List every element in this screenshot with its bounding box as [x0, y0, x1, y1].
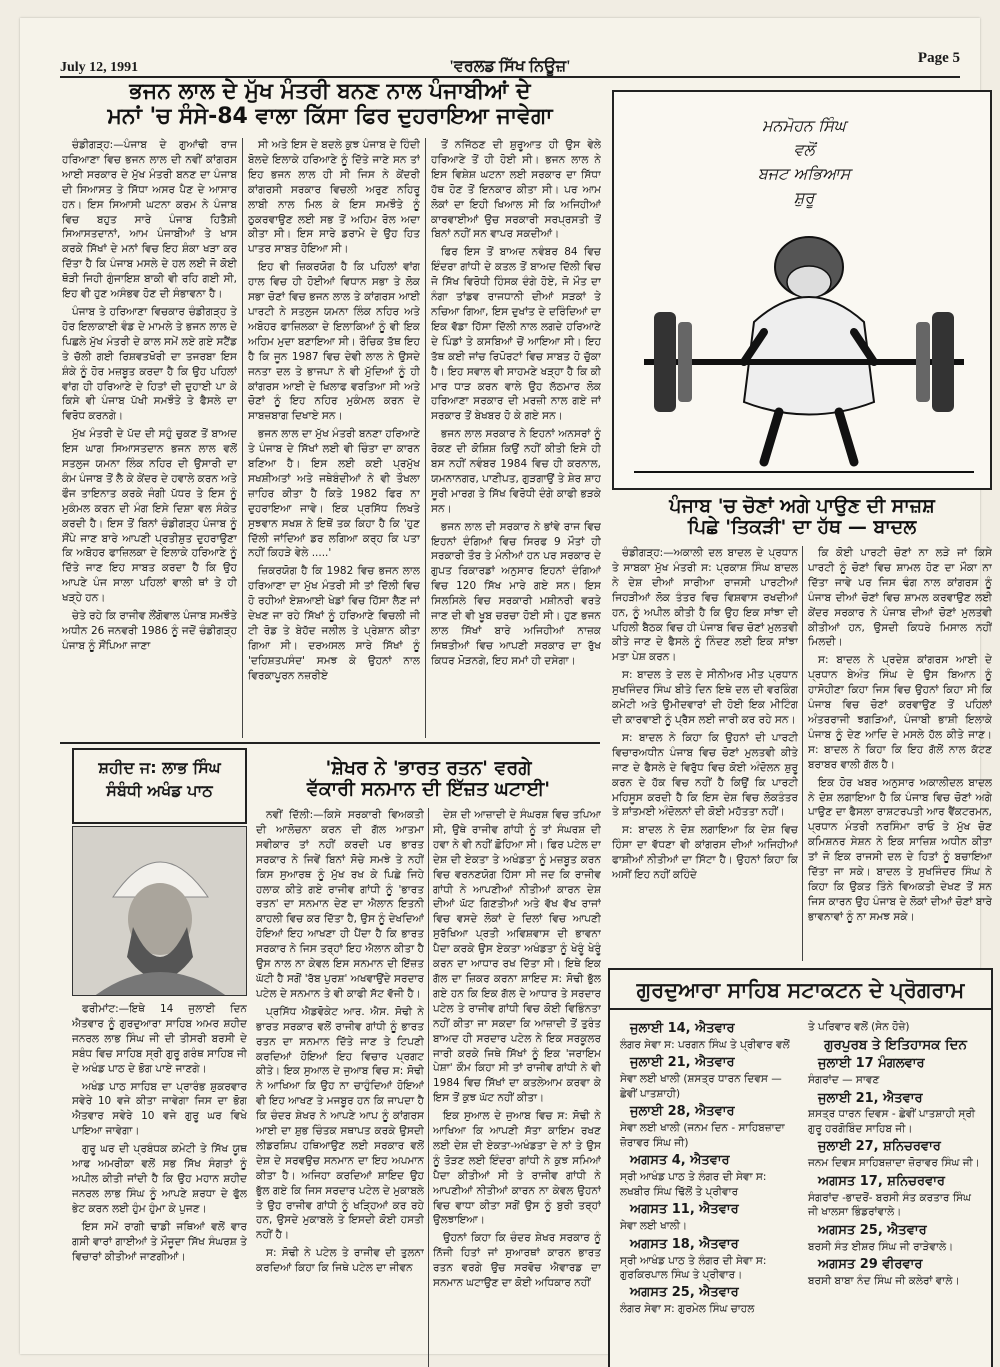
- shekhar-headline: [256, 758, 601, 801]
- program-detail: ਸੰਗਰਾਂਦ -ਭਾਦਰੋਂ- ਬਰਸੀ ਸੰਤ ਕਰਤਾਰ ਸਿੰਘ ਜੀ ਖਾਲਸਾ ਭਿੰਡਰਾਂਵਾਲੇ।: [808, 1191, 971, 1219]
- gurdwara-program-box: [608, 968, 993, 1367]
- program-detail: ਸੰਗਰਾਂਦ — ਸਾਵਣ: [808, 1074, 880, 1087]
- program-detail: ਬਰਸੀ ਬਾਬਾ ਨੰਦ ਸਿੰਘ ਜੀ ਕਲੇਰਾਂ ਵਾਲੇ।: [808, 1275, 960, 1288]
- program-detail: ਸ੍ਰੀ ਆਖੰਡ ਪਾਠ ਤੇ ਲੰਗਰ ਦੀ ਸੇਵਾ ਸ: ਗੁਰਕਿਰਪਾਲ ਸਿੰਘ ਤੇ ਪ੍ਰੀਵਾਰ।: [620, 1254, 767, 1281]
- portrait-image: [73, 827, 247, 996]
- memorial-title-line1: ਸ਼ਹੀਦ ਜ: ਲਾਭ ਸਿੰਘ: [98, 758, 221, 777]
- program-detail: ਲੰਗਰ ਸੇਵਾ ਸ: ਪਰਗਨ ਸਿੰਘ ਤੇ ਪ੍ਰੀਵਾਰ ਵਲੋਂ: [620, 1038, 790, 1051]
- issue-date: July 12, 1991: [60, 60, 139, 75]
- badal-col1-para: ਸ: ਬਾਦਲ ਨੇ ਕਿਹਾ ਕਿ ਉਹਨਾਂ ਦੀ ਪਾਰਟੀ ਵਿਚਾਰਅਧੀਨ ਪੰਜਾਬ ਵਿਚ ਚੋਣਾਂ ਮੁਲਤਵੀ ਕੀਤੇ ਜਾਣ ਦੇ ਫੈਸਲੇ ਦੇ ਵਿਰੁੱਧ ਵਿਚ ਕੋਈ ਅੰਦੋਲਨ ਸ਼ੁਰੂ ਕਰਨ ਦੇ ਹੱਕ ਵਿਚ ਨਹੀਂ ਹੈ ਕਿਉਂ ਕਿ ਪਾਰਟੀ ਮਹਿਸੂਸ ਕਰਦੀ ਹੈ ਕਿ ਇਸ ਦੇਸ਼ ਵਿਚ ਲੋਕਤੰਤਰ ਤੇ ਸ਼ਾਂਤਮਈ ਅੰਦੋਲਨਾਂ ਦੀ ਕੋਈ ਮਹੱਤਤਾ ਨਹੀਂ।: [612, 731, 798, 819]
- badal-col2-para: ਇਕ ਹੋਰ ਖਬਰ ਅਨੁਸਾਰ ਅਕਾਲੀਦਲ ਬਾਦਲ ਨੇ ਦੋਸ਼ ਲਗਾਇਆ ਹੈ ਕਿ ਪੰਜਾਬ ਵਿਚ ਚੋਣਾਂ ਅਗੇ ਪਾਉਣ ਦਾ ਫੈਸਲਾ ਰਾਸ਼ਟਰਪਤੀ ਆਰ ਵੈਂਕਟਰਮਨ, ਪ੍ਰਧਾਨ ਮੰਤਰੀ ਨਰਸਿੰਮਾ ਰਾਓ ਤੇ ਮੁੱਖ ਚੋਣ ਕਮਿਸ਼ਨਰ ਸੇਸ਼ਨ ਨੇ ਇਕ ਸਾਜ਼ਿਸ਼ ਅਧੀਨ ਕੀਤਾ ਤਾਂ ਜੋ ਇਕ ਰਾਜਸੀ ਦਲ ਦੇ ਹਿਤਾਂ ਨੂੰ ਬਚਾਇਆ ਦਿੱਤਾ ਜਾ ਸਕੇ। ਬਾਦਲ ਤੇ ਸੁਖਜਿੰਦਰ ਸਿੰਘ ਨੇ ਕਿਹਾ ਕਿ ਉਕਤ ਤਿੰਨੇ ਵਿਅਕਤੀ ਦੇਖਣ ਤੋਂ ਸਨ ਜਿਸ ਕਾਰਨ ਉਹ ਪੰਜਾਬ ਦੇ ਲੋਕਾਂ ਦੀਆਂ ਚੋਣਾਂ ਬਾਰੇ ਭਾਵਨਾਵਾਂ ਨੂੰ ਨਾ ਸਮਝ ਸਕੇ।: [808, 776, 992, 923]
- column-divider: [242, 138, 243, 738]
- cartoon-caption-line1: ਮਨਮੋਹਨ ਸਿੰਘ: [762, 116, 846, 135]
- main-story-col2: [248, 138, 420, 738]
- program-date: ਜੁਲਾਈ 21, ਐਤਵਾਰ: [630, 1055, 735, 1071]
- main-col2-para: ਜ਼ਿਕਰਯੋਗ ਹੈ ਕਿ 1982 ਵਿਚ ਭਜਨ ਲਾਲ ਹਰਿਆਣਾ ਦਾ ਮੁੱਖ ਮੰਤਰੀ ਸੀ ਤਾਂ ਦਿੱਲੀ ਵਿਚ ਹੋ ਰਹੀਆਂ ਏਸ਼ਆਈ ਖੇਡਾਂ ਵਿਚ ਹਿੱਸਾ ਲੈਣ ਜਾਂ ਦੇਖਣ ਜਾ ਰਹੇ ਸਿੱਖਾਂ ਨੂੰ ਹਰਿਆਣੇ ਵਿਚਲੀ ਜੀ ਟੀ ਰੋਡ ਤੇ ਬੇਹੱਦ ਜਲੀਲ ਤੇ ਪ੍ਰੇਸ਼ਾਨ ਕੀਤਾ ਗਿਆ ਸੀ। ਦਰਅਸਲ ਸਾਰੇ ਸਿੱਖਾਂ ਨੂੰ 'ਦਹਿਸ਼ਤਪਸੰਦ' ਸਮਝ ਕੇ ਉਹਨਾਂ ਨਾਲ ਵਿਰਕਾਪੂਰਨ ਨਜ਼ਰੀਏ: [248, 565, 420, 682]
- badal-col2-para: ਸ: ਬਾਦਲ ਨੇ ਪ੍ਰਦੇਸ਼ ਕਾਂਗਰਸ ਆਈ ਦੇ ਪ੍ਰਧਾਨ ਬੇਅੰਤ ਸਿੰਘ ਦੇ ਉਸ ਬਿਆਨ ਨੂੰ ਹਾਸੋਹੀਣਾ ਕਿਹਾ ਜਿਸ ਵਿਚ ਉਹਨਾਂ ਕਿਹਾ ਸੀ ਕਿ ਪੰਜਾਬ ਵਿਚ ਚੋਣਾਂ ਕਰਵਾਉਣ ਤੋਂ ਪਹਿਲਾਂ ਅੰਤਰਰਾਜੀ ਝਗੜਿਆਂ, ਪੰਜਾਬੀ ਭਾਸ਼ੀ ਇਲਾਕੇ ਪੰਜਾਬ ਨੂੰ ਦੇਣ ਆਦਿ ਦੇ ਮਸਲੇ ਹੱਲ ਕੀਤੇ ਜਾਣ। ਸ: ਬਾਦਲ ਨੇ ਕਿਹਾ ਕਿ ਇਹ ਗੱਲੋਂ ਨਾਲ ਕੱਟਣ ਬਰਾਬਰ ਵਾਲੀ ਗੱਲ ਹੈ।: [808, 654, 992, 771]
- badal-story-col2: [808, 546, 992, 961]
- main-col3-para: ਤੋਂ ਨਜਿੱਠਣ ਦੀ ਸ਼ੁਰੂਆਤ ਹੀ ਉਸ ਵੇਲੇ ਹਰਿਆਣੇ ਤੋਂ ਹੀ ਹੋਈ ਸੀ। ਭਜਨ ਲਾਲ ਨੇ ਇਸ ਵਿਸ਼ੇਸ਼ ਘਟਨਾ ਲਈ ਸਰਕਾਰ ਦਾ ਸਿੱਧਾ ਹੱਥ ਹੋਣ ਤੋਂ ਇਨਕਾਰ ਕੀਤਾ ਸੀ। ਪਰ ਆਮ ਲੋਕਾਂ ਦਾ ਇਹੀ ਖਿਆਲ ਸੀ ਕਿ ਅਜਿਹੀਆਂ ਕਾਰਵਾਈਆਂ ਉਚ ਸਰਕਾਰੀ ਸਰਪ੍ਰਸਤੀ ਤੋਂ ਬਿਨਾਂ ਨਹੀਂ ਸਨ ਵਾਪਰ ਸਕਦੀਆਂ।: [431, 139, 601, 241]
- memorial-title-box: [72, 748, 247, 824]
- main-col3-para: ਫਿਰ ਇਸ ਤੋਂ ਬਾਅਦ ਨਵੰਬਰ 84 ਵਿਚ ਇੰਦਰਾ ਗਾਂਧੀ ਦੇ ਕਤਲ ਤੋਂ ਬਾਅਦ ਦਿੱਲੀ ਵਿਚ ਜੋ ਸਿੱਖ ਵਿਰੋਧੀ ਹਿੰਸਕ ਦੰਗੇ ਹੋਏ, ਜੋ ਮੌਤ ਦਾ ਨੰਗਾ ਤਾਂਡਵ ਰਾਜਧਾਨੀ ਦੀਆਂ ਸੜਕਾਂ ਤੇ ਨਚਿਆ ਗਿਆ, ਇਸ ਦੁਖਾਂਤ ਦੇ ਦਰਿੰਦਿਆਂ ਦਾ ਇਕ ਵੱਡਾ ਹਿੱਸਾ ਦਿੱਲੀ ਨਾਲ ਲਗਦੇ ਹਰਿਆਣੇ ਦੇ ਪਿੰਡਾਂ ਤੇ ਕਸਬਿਆਂ ਚੋਂ ਆਇਆ ਸੀ। ਇਹ ਤੱਥ ਕਈ ਜਾਂਚ ਰਿਪੋਰਟਾਂ ਵਿਚ ਸਾਬਤ ਹੋ ਚੁੱਕਾ ਹੈ। ਇਹ ਸਵਾਲ ਵੀ ਸਾਹਮਣੇ ਖੜ੍ਹਾ ਹੈ ਕਿ ਕੀ ਮਾਰ ਧਾੜ ਕਰਨ ਵਾਲੇ ਉਹ ਲੱਠਮਾਰ ਲੋਕ ਹਰਿਆਣਾ ਸਰਕਾਰ ਦੀ ਮਰਜ਼ੀ ਨਾਲ ਗਏ ਜਾਂ ਸਰਕਾਰ ਤੋਂ ਬੇਖਬਰ ਹੋ ਕੇ ਗਏ ਸਨ।: [431, 246, 601, 423]
- program-date: ਜੁਲਾਈ 14, ਐਤਵਾਰ: [630, 1021, 735, 1036]
- main-headline-line2: ਮਨਾਂ 'ਚ ਸੰਸੇ-84 ਵਾਲਾ ਕਿੱਸਾ ਫਿਰ ਦੁਹਰਾਇਆ ਜਾਵੇਗਾ: [107, 103, 553, 129]
- program-date: ਅਗਸਤ 11, ਐਤਵਾਰ: [630, 1202, 739, 1218]
- paper-name: 'ਵਰਲਡ ਸਿੱਖ ਨਿਊਜ਼': [449, 58, 571, 75]
- program-detail: ਸੇਵਾ ਲਈ ਖਾਲੀ (ਸ਼ਸਤ੍ਰ ਧਾਰਨ ਦਿਵਸ — ਛੇਵੀਂ ਪਾਤਸ਼ਾਹੀ): [620, 1073, 782, 1100]
- memorial-para: ਅਖੰਡ ਪਾਠ ਸਾਹਿਬ ਦਾ ਪ੍ਰਾਰੰਭ ਸ਼ੁਕਰਵਾਰ ਸਵੇਰੇ 10 ਵਜੇ ਕੀਤਾ ਜਾਵੇਗਾ ਜਿਸ ਦਾ ਭੋਗ ਐਤਵਾਰ ਸਵੇਰੇ 10 ਵਜੇ ਗੁਰੂ ਘਰ ਵਿਖੇ ਪਾਇਆ ਜਾਵੇਗਾ।: [72, 1080, 247, 1138]
- cartoon-caption-line4: ਸ਼ੁਰੂ: [793, 188, 815, 207]
- main-col3-para: ਭਜਨ ਲਾਲ ਸਰਕਾਰ ਨੇ ਇਹਨਾਂ ਅਨਸਰਾਂ ਨੂੰ ਰੋਕਣ ਦੀ ਕੋਸ਼ਿਸ਼ ਕਿਉਂ ਨਹੀਂ ਕੀਤੀ ਇਸੇ ਹੀ ਬਸ ਨਹੀਂ ਨਵੰਬਰ 1984 ਵਿਚ ਹੀ ਕਰਨਾਲ, ਯਮਨਾਨਗਰ, ਪਾਣੀਪਤ, ਗੁੜਗਾਉਂ ਤੇ ਸ਼ੇਰ ਸ਼ਾਹ ਸੂਰੀ ਮਾਰਗ ਤੇ ਸਿੱਖ ਵਿਰੋਧੀ ਦੰਗੇ ਕਾਫੀ ਭੜਕੇ ਸਨ।: [431, 428, 601, 515]
- program-date: ਜੁਲਾਈ 28, ਐਤਵਾਰ: [630, 1104, 735, 1120]
- cartoon-caption: [624, 114, 984, 210]
- weightlifter-illustration: [634, 212, 974, 477]
- main-col1-para: ਚੇਤੇ ਰਹੇ ਕਿ ਰਾਜੀਵ ਲੌਂਗੋਵਾਲ ਪੰਜਾਬ ਸਮਝੌਤੇ ਅਧੀਨ 26 ਜਨਵਰੀ 1986 ਨੂੰ ਜਦੋਂ ਚੰਡੀਗੜ੍ਹ ਪੰਜਾਬ ਨੂੰ ਸੌਂਪਿਆ ਜਾਣਾ: [62, 610, 237, 652]
- newspaper-page: [20, 18, 992, 1354]
- program-date: ਅਗਸਤ 17, ਸ਼ਨਿਚਰਵਾਰ: [818, 1173, 945, 1189]
- program-date: ਜੁਲਾਈ 21, ਐਤਵਾਰ: [818, 1090, 923, 1106]
- main-col1-para: ਪੰਜਾਬ ਤੇ ਹਰਿਆਣਾ ਵਿਚਕਾਰ ਚੰਡੀਗੜ੍ਹ ਤੇ ਹੋਰ ਇਲਾਕਾਈ ਵੰਡ ਦੇ ਮਾਮਲੇ ਤੇ ਭਜਨ ਲਾਲ ਦੇ ਪਿਛਲੇ ਮੁੱਖ ਮੰਤਰੀ ਦੇ ਕਾਲ ਸਮੇਂ ਲਏ ਗਏ ਸਟੈਂਡ ਤੇ ਚੱਲੀ ਗਈ ਰਿਸ਼ਵਤਖੋਰੀ ਦਾ ਤਜਰਬਾ ਇਸ ਸ਼ੰਕੇ ਨੂੰ ਹੋਰ ਮਜ਼ਬੂਤ ਕਰਦਾ ਹੈ ਕਿ ਉਹ ਪਹਿਲਾਂ ਵਾਂਗ ਹੀ ਹਰਿਆਣੇ ਦੇ ਹਿਤਾਂ ਦੀ ਦੁਹਾਈ ਪਾ ਕੇ ਕਿਸੇ ਵੀ ਪੰਜਾਬ ਪੱਖੀ ਸਮਝੌਤੇ ਤੇ ਫੈਸਲੇ ਦਾ ਵਿਰੋਧ ਕਰਨਗੇ।: [62, 305, 237, 423]
- main-headline: [60, 80, 600, 129]
- shekhar-col2-para: ਇਕ ਸੁਆਲ ਦੇ ਜੁਆਬ ਵਿਚ ਸ: ਸੋਢੀ ਨੇ ਆਖਿਆ ਕਿ ਆਪਣੀ ਸੱਤਾ ਕਾਇਮ ਰਖਣ ਲਈ ਦੇਸ਼ ਦੀ ਏਕਤਾ-ਅਖੰਡਤਾ ਦੇ ਨਾਂ ਤੇ ਉਸ ਨੂੰ ਤੋੜਣ ਲਈ ਇੰਦਰਾ ਗਾਂਧੀ ਨੇ ਕੁਝ ਸਮਿਆਂ ਪੈਦਾ ਕੀਤੀਆਂ ਸੀ ਤੇ ਰਾਜੀਵ ਗਾਂਧੀ ਨੇ ਆਪਣੀਆਂ ਨੀਤੀਆਂ ਕਾਰਨ ਨਾ ਕੇਵਲ ਉਹਨਾਂ ਵਿਚ ਵਾਧਾ ਕੀਤਾ ਸਗੋਂ ਉਸ ਨੂੰ ਬੁਰੀ ਤਰ੍ਹਾਂ ਉਲਝਾਇਆ।: [433, 1110, 601, 1227]
- shekhar-col1-para: ਸ: ਸੋਢੀ ਨੇ ਪਟੇਲ ਤੇ ਰਾਜੀਵ ਦੀ ਤੁਲਨਾ ਕਰਦਿਆਂ ਕਿਹਾ ਕਿ ਜਿਥੇ ਪਟੇਲ ਦਾ ਜੀਵਨ: [256, 1247, 424, 1275]
- main-col2-para: ਇਹ ਵੀ ਜ਼ਿਕਰਯੋਗ ਹੈ ਕਿ ਪਹਿਲਾਂ ਵਾਂਗ ਹਾਲ ਵਿਚ ਹੀ ਹੋਈਆਂ ਵਿਧਾਨ ਸਭਾ ਤੇ ਲੋਕ ਸਭਾ ਚੋਣਾਂ ਵਿਚ ਭਜਨ ਲਾਲ ਤੇ ਕਾਂਗਰਸ ਆਈ ਪਾਰਟੀ ਨੇ ਸਤਲੁਜ ਯਮਨਾ ਲਿੰਕ ਨਹਿਰ ਅਤੇ ਅਬੋਹਰ ਫਾਜ਼ਿਲਕਾ ਦੇ ਇਲਾਕਿਆਂ ਨੂੰ ਵੀ ਇਕ ਅਹਿਮ ਮੁਦਾ ਬਣਾਇਆ ਸੀ। ਰੌਚਿਕ ਤੱਥ ਇਹ ਹੈ ਕਿ ਜੂਨ 1987 ਵਿਚ ਦੇਵੀ ਲਾਲ ਨੇ ਉਸਦੇ ਜਨਤਾ ਦਲ ਤੇ ਭਾਜਪਾ ਨੇ ਵੀ ਮੁੱਦਿਆਂ ਨੂੰ ਹੀ ਕਾਂਗਰਸ ਆਈ ਦੇ ਖਿਲਾਫ ਵਰਤਿਆ ਸੀ ਅਤੇ ਚੋਣਾਂ ਨੂੰ ਇਹ ਨਹਿਰ ਮੁਕੰਮਲ ਕਰਨ ਦੇ ਸਾਬਜ਼ਬਾਗ ਦਿਖਾਏ ਸਨ।: [248, 261, 420, 423]
- cartoon-caption-line2: ਵਲੋਂ: [793, 140, 815, 159]
- badal-headline-line1: ਪੰਜਾਬ 'ਚ ਚੋਣਾਂ ਅਗੇ ਪਾਉਣ ਦੀ ਸਾਜ਼ਸ਼: [669, 495, 935, 517]
- program-date: ਅਗਸਤ 25, ਐਤਵਾਰ: [630, 1285, 739, 1301]
- shekhar-story-col1: [256, 808, 424, 1367]
- badal-col2-para: ਕਿ ਕੋਈ ਪਾਰਟੀ ਚੋਣਾਂ ਨਾ ਲੜੇ ਜਾਂ ਕਿਸੇ ਪਾਰਟੀ ਨੂੰ ਚੋਣਾਂ ਵਿਚ ਸ਼ਾਮਲ ਹੋਣ ਦਾ ਮੌਕਾ ਨਾ ਦਿੱਤਾ ਜਾਵੇ ਪਰ ਜਿਸ ਢੰਗ ਨਾਲ ਕਾਂਗਰਸ ਨੂੰ ਪੰਜਾਬ ਦੀਆਂ ਚੋਣਾਂ ਵਿਚ ਸ਼ਾਮਲ ਕਰਵਾਉਣ ਲਈ ਕੇਂਦਰ ਸਰਕਾਰ ਨੇ ਪੰਜਾਬ ਦੀਆਂ ਚੋਣਾਂ ਮੁਲਤਵੀ ਕੀਤੀਆਂ ਹਨ, ਉਸਦੀ ਕਿਧਰੇ ਮਿਸਾਲ ਨਹੀਂ ਮਿਲਦੀ।: [808, 547, 992, 649]
- program-detail: ਸੇਵਾ ਲਈ ਖਾਲੀ।: [620, 1220, 688, 1233]
- main-headline-line1: ਭਜਨ ਲਾਲ ਦੇ ਮੁੱਖ ਮੰਤਰੀ ਬਨਣ ਨਾਲ ਪੰਜਾਬੀਆਂ ਦੇ: [129, 79, 531, 104]
- program-detail: ਸੇਵਾ ਲਈ ਖਾਲੀ (ਜਨਮ ਦਿਨ - ਸਾਹਿਬਜ਼ਾਦਾ ਜ਼ੋਰਾਵਰ ਸਿੰਘ ਜੀ): [620, 1122, 785, 1149]
- program-continuation: ਤੇ ਪਰਿਵਾਰ ਵਲੋਂ (ਸੇਨ ਹੋਜ਼ੇ): [808, 1021, 910, 1033]
- badal-headline: [612, 496, 992, 539]
- shekhar-headline-line2: ਵੱਕਾਰੀ ਸਨਮਾਨ ਦੀ ਇੱਜ਼ਤ ਘਟਾਈ': [306, 778, 551, 801]
- program-detail: ਸ਼ਸਤ੍ਰ ਧਾਰਨ ਦਿਵਸ - ਛੇਵੀਂ ਪਾਤਸ਼ਾਹੀ ਸ੍ਰੀ ਗੁਰੂ ਹਰਗੋਬਿੰਦ ਸਾਹਿਬ ਜੀ।: [808, 1108, 976, 1135]
- program-right-column: [808, 1020, 983, 1291]
- portrait-photo: [72, 826, 247, 996]
- program-detail: ਲੰਗਰ ਸੇਵਾ ਸ: ਗੁਰਮੇਲ ਸਿੰਘ ਚਾਹਲ: [620, 1303, 755, 1316]
- main-col1-para: ਚੰਡੀਗੜ੍ਹ:—ਪੰਜਾਬ ਦੇ ਗੁਆਂਢੀ ਰਾਜ ਹਰਿਆਣਾ ਵਿਚ ਭਜਨ ਲਾਲ ਦੀ ਨਵੀਂ ਕਾਂਗਰਸ ਆਈ ਸਰਕਾਰ ਦੇ ਮੁੱਖ ਮੰਤਰੀ ਬਨਣ ਦਾ ਪੰਜਾਬ ਦੀ ਸਿਆਸਤ ਤੇ ਸਿੱਧਾ ਅਸਰ ਪੈਣ ਦੇ ਆਸਾਰ ਹਨ। ਇਸ ਸਿਆਸੀ ਘਟਨਾ ਕਰਮ ਨੇ ਪੰਜਾਬ ਵਿਚ ਬਹੁਤ ਸਾਰੇ ਪੰਜਾਬ ਹਿਤੈਸ਼ੀ ਸਿਆਸਤਦਾਨਾਂ, ਆਮ ਪੰਜਾਬੀਆਂ ਤੇ ਖਾਸ ਕਰਕੇ ਸਿੱਖਾਂ ਦੇ ਮਨਾਂ ਵਿਚ ਇਹ ਸ਼ੰਕਾ ਖੜਾ ਕਰ ਦਿੱਤਾ ਹੈ ਕਿ ਪੰਜਾਬ ਮਸਲੇ ਦੇ ਹਲ ਲਈ ਜੋ ਕੋਈ ਥੋੜੀ ਜਿਹੀ ਗੁੰਜਾਇਸ਼ ਬਾਕੀ ਵੀ ਰਹਿ ਗਈ ਸੀ, ਇਹ ਵੀ ਹੁਣ ਅਸੰਭਵ ਹੋਣ ਦੀ ਸੰਭਾਵਨਾ ਹੈ।: [62, 139, 237, 301]
- column-divider: [428, 808, 429, 1367]
- badal-col1-para: ਚੰਡੀਗੜ੍ਹ:—ਅਕਾਲੀ ਦਲ ਬਾਦਲ ਦੇ ਪ੍ਰਧਾਨ ਤੇ ਸਾਬਕਾ ਮੁੱਖ ਮੰਤਰੀ ਸ: ਪ੍ਰਕਾਸ਼ ਸਿੰਘ ਬਾਦਲ ਨੇ ਦੇਸ਼ ਦੀਆਂ ਸਾਰੀਆ ਰਾਜਸੀ ਪਾਰਟੀਆਂ ਜਿਹੜੀਆਂ ਲੋਕ ਤੰਤਰ ਵਿਚ ਵਿਸ਼ਵਾਸ ਰਖਦੀਆਂ ਹਨ, ਨੂੰ ਅਪੀਲ ਕੀਤੀ ਹੈ ਕਿ ਉਹ ਇਕ ਸਾਂਝਾ ਦੀ ਪਹਿਲੀ ਬੈਠਕ ਵਿਚ ਹੀ ਪੰਜਾਬ ਵਿਚ ਚੋਣਾਂ ਮੁਲਤਵੀ ਕੀਤੇ ਜਾਣ ਦੇ ਫੈਸਲੇ ਨੂੰ ਨਿੰਦਣ ਲਈ ਇਕ ਸਾਂਝਾ ਮਤਾ ਪੇਸ਼ ਕਰਨ।: [612, 547, 798, 664]
- program-date: ਜੁਲਾਈ 27, ਸ਼ਨਿਚਰਵਾਰ: [818, 1139, 941, 1155]
- budget-cartoon: [612, 90, 992, 490]
- masthead: [60, 48, 960, 78]
- program-detail: ਸ੍ਰੀ ਆਖੰਡ ਪਾਠ ਤੇ ਲੰਗਰ ਦੀ ਸੇਵਾ ਸ: ਲਖਬੀਰ ਸਿੰਘ ਢਿੱਲੋਂ ਤੇ ਪ੍ਰੀਵਾਰ: [620, 1171, 767, 1198]
- cartoon-caption-line3: ਬਜਟ ਅਭਿਆਸ: [757, 164, 851, 183]
- program-date: ਅਗਸਤ 4, ਐਤਵਾਰ: [630, 1153, 730, 1169]
- main-col3-para: ਭਜਨ ਲਾਲ ਦੀ ਸਰਕਾਰ ਨੇ ਭਾਂਵੇ ਰਾਜ ਵਿਚ ਇਹਨਾਂ ਦੰਗਿਆਂ ਵਿਚ ਸਿਰਫ 9 ਮੌਤਾਂ ਹੀ ਸਰਕਾਰੀ ਤੌਰ ਤੇ ਮੰਨੀਆਂ ਹਨ ਪਰ ਸਰਕਾਰ ਦੇ ਗੁਪਤ ਰਿਕਾਰਡਾਂ ਅਨੁਸਾਰ ਇਹਨਾਂ ਦੰਗਿਆਂ ਵਿਚ 120 ਸਿੱਖ ਮਾਰੇ ਗਏ ਸਨ। ਇਸ ਸਿਲਸਿਲੇ ਵਿਚ ਸਰਕਾਰੀ ਮਸ਼ੀਨਰੀ ਵਰਤੇ ਜਾਣ ਦੀ ਵੀ ਖੂਬ ਚਰਚਾ ਹੋਈ ਸੀ। ਹੁਣ ਭਜਨ ਲਾਲ ਸਿੱਖਾਂ ਬਾਰੇ ਅਜਿਹੀਆਂ ਨਾਜ਼ਕ ਸਿਥਤੀਆਂ ਵਿਚ ਆਪਣੀ ਸਰਕਾਰ ਦਾ ਰੁੱਖ ਕਿਧਰ ਮੋੜਨਗੇ, ਇਹ ਸਮਾਂ ਹੀ ਦਸੇਗਾ।: [431, 520, 601, 667]
- main-col2-para: ਸੀ ਅਤੇ ਇਸ ਦੇ ਬਦਲੇ ਕੁਝ ਪੰਜਾਬ ਦੇ ਹਿੰਦੀ ਬੋਲਦੇ ਇਲਾਕੇ ਹਰਿਆਣੇ ਨੂੰ ਦਿੱਤੇ ਜਾਣੇ ਸਨ ਤਾਂ ਇਹ ਭਜਨ ਲਾਲ ਹੀ ਸੀ ਜਿਸ ਨੇ ਕੇਂਦਰੀ ਕਾਂਗਰਸੀ ਸਰਕਾਰ ਵਿਚਲੀ ਅਰੁਣ ਨਹਿਰੂ ਲਾਬੀ ਨਾਲ ਮਿਲ ਕੇ ਇਸ ਸਮਝੌਤੇ ਨੂੰ ਠੁਕਰਵਾਉਣ ਲਈ ਸਭ ਤੋਂ ਅਹਿਮ ਰੋਲ ਅਦਾ ਕੀਤਾ ਸੀ। ਇਸ ਸਾਰੇ ਡਰਾਮੇ ਦੇ ਉਹ ਹਿਤ ਪਾਤਰ ਸਾਬਤ ਹੋਇਆ ਸੀ।: [248, 139, 420, 256]
- shekhar-col2-para: ਦੇਸ਼ ਦੀ ਆਜ਼ਾਦੀ ਦੇ ਸੰਘਰਸ਼ ਵਿਚ ਤਪਿਆ ਸੀ, ਉਥੇ ਰਾਜੀਵ ਗਾਂਧੀ ਨੂੰ ਤਾਂ ਸੰਘਰਸ਼ ਦੀ ਹਵਾ ਨੇ ਵੀ ਨਹੀਂ ਛੋਹਿਆ ਸੀ। ਫਿਰ ਪਟੇਲ ਦਾ ਦੇਸ਼ ਦੀ ਏਕਤਾ ਤੇ ਅਖੰਡਤਾ ਨੂੰ ਮਜ਼ਬੂਤ ਕਰਨ ਵਿਚ ਵਰਨਣਯੋਗ ਹਿੱਸਾ ਸੀ ਜਦ ਕਿ ਰਾਜੀਵ ਗਾਂਧੀ ਨੇ ਆਪਣੀਆਂ ਨੀਤੀਆਂ ਕਾਰਨ ਦੇਸ਼ ਦੀਆਂ ਘੱਟ ਗਿਣਤੀਆਂ ਅਤੇ ਵੱਖ ਵੱਖ ਰਾਜਾਂ ਵਿਚ ਵਸਦੇ ਲੋਕਾਂ ਦੇ ਦਿਲਾਂ ਵਿਚ ਆਪਣੀ ਸੁਰੱਖਿਆ ਪ੍ਰਤੀ ਅਵਿਸ਼ਵਾਸ ਦੀ ਭਾਵਨਾ ਪੈਦਾ ਕਰਕੇ ਉਸ ਏਕਤਾ ਅਖੰਡਤਾ ਨੂੰ ਖੇਰੂੰ ਖੇਰੂੰ ਕਰਨ ਦਾ ਆਧਾਰ ਰਖ ਦਿੱਤਾ ਸੀ। ਇਥੇ ਇਕ ਗੱਲ ਦਾ ਜ਼ਿਕਰ ਕਰਨਾ ਸ਼ਾਇਦ ਸ: ਸੋਢੀ ਭੁੱਲ ਗਏ ਹਨ ਕਿ ਇਕ ਗੱਲ ਦੇ ਆਧਾਰ ਤੇ ਸਰਦਾਰ ਪਟੇਲ ਤੇ ਰਾਜੀਵ ਗਾਂਧੀ ਵਿਚ ਕੋਈ ਵਿਭਿੰਨਤਾ ਨਹੀਂ ਕੀਤਾ ਜਾ ਸਕਦਾ ਕਿ ਆਜ਼ਾਦੀ ਤੋਂ ਤੁਰੰਤ ਬਾਅਦ ਹੀ ਸਰਦਾਰ ਪਟੇਲ ਨੇ ਇਕ ਸਰਕੂਲਰ ਜਾਰੀ ਕਰਕੇ ਜਿਥੇ ਸਿੱਖਾਂ ਨੂੰ ਇਕ 'ਜਰਾਇਮ ਪੇਸ਼ਾ' ਕੌਮ ਕਿਹਾ ਸੀ ਤਾਂ ਰਾਜੀਵ ਗਾਂਧੀ ਨੇ ਵੀ 1984 ਵਿਚ ਸਿੱਖਾਂ ਦਾ ਕਤਲੇਆਮ ਕਰਵਾ ਕੇ ਇਸ ਤੋਂ ਕੁਝ ਘੱਟ ਨਹੀਂ ਕੀਤਾ।: [433, 809, 601, 1105]
- page-number: Page 5: [917, 50, 960, 66]
- shekhar-col2-para: ਉਹਨਾਂ ਕਿਹਾ ਕਿ ਚੰਦਰ ਸ਼ੇਖਰ ਸਰਕਾਰ ਨੂੰ ਨਿੱਜੀ ਹਿਤਾਂ ਜਾਂ ਸੁਆਰਥਾਂ ਕਾਰਨ ਭਾਰਤ ਰਤਨ ਵਰਗੇ ਉਚ ਸਰਵੋਚ ਐਵਾਰਡ ਦਾ ਸਨਮਾਨ ਘਟਾਉਣ ਦਾ ਕੋਈ ਅਧਿਕਾਰ ਨਹੀਂ: [433, 1232, 601, 1290]
- badal-story-col1: [612, 546, 798, 961]
- shekhar-headline-line1: 'ਸ਼ੇਖਰ ਨੇ 'ਭਾਰਤ ਰਤਨ' ਵਰਗੇ: [325, 757, 532, 779]
- badal-col1-para: ਸ: ਬਾਦਲ ਤੇ ਦਲ ਦੇ ਸੀਨੀਅਰ ਮੀਤ ਪ੍ਰਧਾਨ ਸੁਖਜਿੰਦਰ ਸਿੰਘ ਬੀਤੇ ਦਿਨ ਇਥੇ ਦਲ ਦੀ ਵਰਕਿੰਗ ਕਮੇਟੀ ਅਤੇ ਉਮੀਦਵਾਰਾਂ ਦੀ ਹੋਈ ਇਕ ਮੀਟਿੰਗ ਦੀ ਕਾਰਵਾਈ ਨੂੰ ਪ੍ਰੈਸ ਲਈ ਜਾਰੀ ਕਰ ਰਹੇ ਸਨ।: [612, 669, 798, 726]
- program-title: ਗੁਰਦੁਆਰਾ ਸਾਹਿਬ ਸਟਾਕਟਨ ਦੇ ਪ੍ਰੋਗਰਾਮ: [610, 970, 991, 1010]
- memorial-title-line2: ਸੰਬੰਧੀ ਅਖੰਡ ਪਾਠ: [106, 781, 213, 801]
- badal-col1-para: ਸ: ਬਾਦਲ ਨੇ ਦੋਸ਼ ਲਗਾਇਆ ਕਿ ਦੇਸ਼ ਵਿਚ ਹਿੰਸਾ ਦਾ ਵੱਧਣਾ ਵੀ ਕਾਂਗਰਸ ਦੀਆਂ ਅਜਿਹੀਆਂ ਫਾਸ਼ੀਆਂ ਨੀਤੀਆਂ ਦਾ ਸਿੱਟਾ ਹੈ। ਉਹਨਾਂ ਕਿਹਾ ਕਿ ਅਸੀਂ ਇਹ ਨਹੀਂ ਕਹਿੰਦੇ: [612, 824, 798, 882]
- section-rule: [60, 742, 600, 744]
- shekhar-col1-para: ਨਵੀਂ ਦਿੱਲੀ:—ਕਿਸੇ ਸਰਕਾਰੀ ਵਿਅਕਤੀ ਦੀ ਆਲੋਚਨਾ ਕਰਨ ਦੀ ਗੱਲ ਆਤਮਾ ਸਵੀਕਾਰ ਤਾਂ ਨਹੀਂ ਕਰਦੀ ਪਰ ਭਾਰਤ ਸਰਕਾਰ ਨੇ ਜਿਵੇਂ ਬਿਨਾਂ ਸੋਚੇ ਸਮਝੇ ਤੇ ਨਹੀਂ ਕਿਸ ਸੁਆਰਥ ਨੂੰ ਮੁੱਖ ਰਖ ਕੇ ਪਿਛੇ ਜਿਹੇ ਹਲਾਕ ਕੀਤੇ ਗਏ ਰਾਜੀਵ ਗਾਂਧੀ ਨੂੰ 'ਭਾਰਤ ਰਤਨ' ਦਾ ਸਨਮਾਨ ਦੇਣ ਦਾ ਐਲਾਨ ਇਤਨੀ ਕਾਹਲੀ ਵਿਚ ਕਰ ਦਿੱਤਾ ਹੈ, ਉਸ ਨੂੰ ਦੇਖਦਿਆਂ ਹੋਇਆਂ ਇਹ ਆਖਣਾ ਹੀ ਪੈਂਦਾ ਹੈ ਕਿ ਭਾਰਤ ਸਰਕਾਰ ਨੇ ਜਿਸ ਤਰ੍ਹਾਂ ਇਹ ਐਲਾਨ ਕੀਤਾ ਹੈ ਉਸ ਨਾਲ ਨਾ ਕੇਵਲ ਇਸ ਸਨਮਾਨ ਦੀ ਇੱਜ਼ਤ ਘੱਟੀ ਹੈ ਸਗੋਂ 'ਰੱਬ ਪੁਰਸ਼' ਅਖਵਾਉਂਦੇ ਸਰਦਾਰ ਪਟੇਲ ਦੇ ਸਨਮਾਨ ਤੇ ਵੀ ਕਾਫੀ ਸੱਟ ਵੱਜੀ ਹੈ।: [256, 809, 424, 1000]
- main-col2-para: ਭਜਨ ਲਾਲ ਦਾ ਮੁੱਖ ਮੰਤਰੀ ਬਨਣਾ ਹਰਿਆਣੇ ਤੇ ਪੰਜਾਬ ਦੇ ਸਿੱਖਾਂ ਲਈ ਵੀ ਚਿੰਤਾ ਦਾ ਕਾਰਨ ਬਣਿਆ ਹੈ। ਇਸ ਲਈ ਕਈ ਪ੍ਰਮੁੱਖ ਸਖਸ਼ੀਅਤਾਂ ਅਤੇ ਜਥੇਬੰਦੀਆਂ ਨੇ ਵੀ ਤੌਖਲਾ ਜ਼ਾਹਿਰ ਕੀਤਾ ਹੈ ਕਿਤੇ 1982 ਫਿਰ ਨਾ ਦੁਹਰਾਇਆ ਜਾਵੇ। ਇਕ ਪ੍ਰਸਿੱਧ ਲਿਖਤੇ ਸੁਝਵਾਨ ਸਖਸ਼ ਨੇ ਇਥੋਂ ਤਕ ਕਿਹਾ ਹੈ ਕਿ 'ਹੁਣ ਦਿੱਲੀ ਜਾਂਦਿਆਂ ਡਰ ਲਗਿਆ ਕਰ੍ਹ ਕਿ ਪਤਾ ਨਹੀਂ ਕਿਹੜੇ ਵੇਲੇ .....': [248, 428, 420, 560]
- main-story-col1: [62, 138, 237, 738]
- shekhar-story-col2: [433, 808, 601, 1367]
- column-divider: [802, 546, 803, 961]
- program-subheading: ਗੁਰਪੁਰਬ ਤੇ ਇਤਿਹਾਸਕ ਦਿਨ: [824, 1037, 967, 1054]
- memorial-para: ਫਰੀਮਾਂਟ:—ਇਥੇ 14 ਜੁਲਾਈ ਦਿਨ ਐਤਵਾਰ ਨੂੰ ਗੁਰਦੁਆਰਾ ਸਾਹਿਬ ਅਮਰ ਸ਼ਹੀਦ ਜਨਰਲ ਲਾਭ ਸਿੰਘ ਜੀ ਦੀ ਤੀਸਰੀ ਬਰਸੀ ਦੇ ਸਬੰਧ ਵਿਚ ਸਾਹਿਬ ਸ੍ਰੀ ਗੁਰੂ ਗਰੰਥ ਸਾਹਿਬ ਜੀ ਦੇ ਅਖੰਡ ਪਾਠ ਦੇ ਭੋਗ ਪਾਏ ਜਾਣਗੇ।: [72, 1003, 247, 1075]
- column-divider: [425, 138, 426, 738]
- program-date: ਜੁਲਾਈ 17 ਮੰਗਲਵਾਰ: [818, 1056, 925, 1072]
- memorial-para: ਇਸ ਸਮੇਂ ਰਾਗੀ ਢਾਡੀ ਜਥਿਆਂ ਵਲੋਂ ਵਾਰ ਗਸੀ ਵਾਰਾਂ ਗਾਈਆਂ ਤੇ ਮੌਜੂਦਾ ਸਿੱਖ ਸੰਘਰਸ਼ ਤੇ ਵਿਚਾਰਾਂ ਕੀਤੀਆਂ ਜਾਣਗੀਆਂ।: [72, 1220, 247, 1263]
- program-date: ਅਗਸਤ 25, ਐਤਵਾਰ: [818, 1222, 927, 1238]
- program-detail: ਜਨਮ ਦਿਵਸ ਸਾਹਿਬਜ਼ਾਦਾ ਜ਼ੋਰਾਵਰ ਸਿੰਘ ਜੀ।: [808, 1157, 980, 1170]
- main-story-col3: [431, 138, 601, 738]
- memorial-para: ਗੁਰੂ ਘਰ ਦੀ ਪ੍ਰਬੰਧਕ ਕਮੇਟੀ ਤੇ ਸਿੱਖ ਯੂਥ ਆਫ ਅਮਰੀਕਾ ਵਲੋਂ ਸਭ ਸਿੱਖ ਸੰਗਤਾਂ ਨੂੰ ਅਪੀਲ ਕੀਤੀ ਜਾਂਦੀ ਹੈ ਕਿ ਉਹ ਮਹਾਨ ਸ਼ਹੀਦ ਜਨਰਲ ਲਾਭ ਸਿੰਘ ਨੂੰ ਆਪਣੇ ਸ਼ਰਧਾ ਦੇ ਫੁੱਲ ਭੇਟ ਕਰਨ ਲਈ ਹੁੰਮ ਹੁੰਮਾ ਕੇ ਪੁਜਣ।: [72, 1143, 247, 1215]
- memorial-text: [72, 1002, 247, 1367]
- program-detail: ਬਰਸੀ ਸੰਤ ਈਸ਼ਰ ਸਿੰਘ ਜੀ ਰਾੜੇਵਾਲੇ।: [808, 1240, 954, 1253]
- badal-headline-line2: ਪਿਛੇ 'ਤਿਕੜੀ' ਦਾ ਹੱਥ — ਬਾਦਲ: [687, 516, 917, 539]
- shekhar-col1-para: ਪ੍ਰਸਿੱਧ ਐਡਵੋਕੇਟ ਆਰ. ਐਸ. ਸੋਢੀ ਨੇ ਭਾਰਤ ਸਰਕਾਰ ਵਲੋਂ ਰਾਜੀਵ ਗਾਂਧੀ ਨੂੰ ਭਾਰਤ ਰਤਨ ਦਾ ਸਨਮਾਨ ਦਿੱਤੇ ਜਾਣ ਤੇ ਟਿਪਣੀ ਕਰਦਿਆਂ ਹੋਇਆਂ ਇਹ ਵਿਚਾਰ ਪ੍ਰਗਟ ਕੀਤੇ। ਇਕ ਸੁਆਲ ਦੇ ਜੁਆਬ ਵਿਚ ਸ: ਸੋਢੀ ਨੇ ਆਖਿਆ ਕਿ ਉਹ ਨਾ ਚਾਹੁੰਦਿਆਂ ਹੋਇਆਂ ਵੀ ਇਹ ਆਖਣ ਤੇ ਮਜਬੂਰ ਹਨ ਕਿ ਜਾਪਦਾ ਹੈ ਕਿ ਚੰਦਰ ਸ਼ੇਖਰ ਨੇ ਆਪਣੇ ਆਪ ਨੂੰ ਕਾਂਗਰਸ ਆਈ ਦਾ ਸ਼ੁਭ ਚਿੰਤਕ ਸਥਾਪਤ ਕਰਕੇ ਉਸਦੀ ਲੀਡਰਸ਼ਿਪ ਹਥਿਆਉਣ ਲਈ ਸਰਕਾਰ ਵਲੋਂ ਦੇਸ਼ ਦੇ ਸਰਵਉਚ ਸਨਮਾਨ ਦਾ ਇਹ ਅਪਮਾਨ ਕੀਤਾ ਹੈ। ਅਜਿਹਾ ਕਰਦਿਆਂ ਸ਼ਾਇਦ ਉਹ ਭੁੱਲ ਗਏ ਕਿ ਜਿਸ ਸਰਦਾਰ ਪਟੇਲ ਦੇ ਮੁਕਾਬਲੇ ਤੇ ਉਹ ਰਾਜੀਵ ਗਾਂਧੀ ਨੂੰ ਖੜ੍ਹਿਆਂ ਕਰ ਰਹੇ ਹਨ, ਉਸਦੇ ਮੁਕਾਬਲੇ ਤੇ ਇਸਦੀ ਕੋਈ ਹਸਤੀ ਨਹੀਂ ਹੈ।: [256, 1005, 424, 1242]
- program-date: ਅਗਸਤ 18, ਐਤਵਾਰ: [630, 1236, 739, 1252]
- main-col1-para: ਮੁੱਖ ਮੰਤਰੀ ਦੇ ਪੱਦ ਦੀ ਸਹੁੰ ਚੁਕਣ ਤੋਂ ਬਾਅਦ ਇਸ ਘਾਗ ਸਿਆਸਤਦਾਨ ਭਜਨ ਲਾਲ ਵਲੋਂ ਸਤਲੁਜ ਯਮਨਾ ਲਿੰਕ ਨਹਿਰ ਦੀ ਉਸਾਰੀ ਦਾ ਕੰਮ ਪੰਜਾਬ ਤੋਂ ਲੈ ਕੇ ਕੇਂਦਰ ਦੇ ਹਵਾਲੇ ਕਰਨ ਅਤੇ ਫੌਜ ਤਾਇਨਾਤ ਕਰਕੇ ਜੰਗੀ ਪੱਧਰ ਤੇ ਇਸ ਨੂੰ ਮੁਕੰਮਲ ਕਰਨ ਦੀ ਮੰਗ ਇਸੇ ਦਿਸ਼ਾ ਵਲ ਸੰਕੇਤ ਕਰਦੀ ਹੈ। ਇਸ ਤੋਂ ਬਿਨਾਂ ਚੰਡੀਗੜ੍ਹ ਪੰਜਾਬ ਨੂੰ ਸੌਂਪੇ ਜਾਣ ਬਾਰੇ ਆਪਣੀ ਪ੍ਰਤੀਸ਼ੁਤ ਦੁਹਰਾਉਣਾ ਕਿ ਅਬੋਹਰ ਫਾਜ਼ਿਲਕਾ ਦੇ ਇਲਾਕੇ ਹਰਿਆਣੇ ਨੂੰ ਦਿੱਤੇ ਜਾਣ ਇਹ ਸਾਬਤ ਕਰਦਾ ਹੈ ਕਿ ਉਹ ਆਪਣੇ ਪੰਜ ਸਾਲਾ ਪਹਿਲਾਂ ਵਾਲੀ ਥਾਂ ਤੇ ਹੀ ਖੜ੍ਹੇ ਹਨ।: [62, 428, 237, 605]
- program-date: ਅਗਸਤ 29 ਵੀਰਵਾਰ: [818, 1257, 923, 1273]
- program-left-column: [620, 1020, 795, 1319]
